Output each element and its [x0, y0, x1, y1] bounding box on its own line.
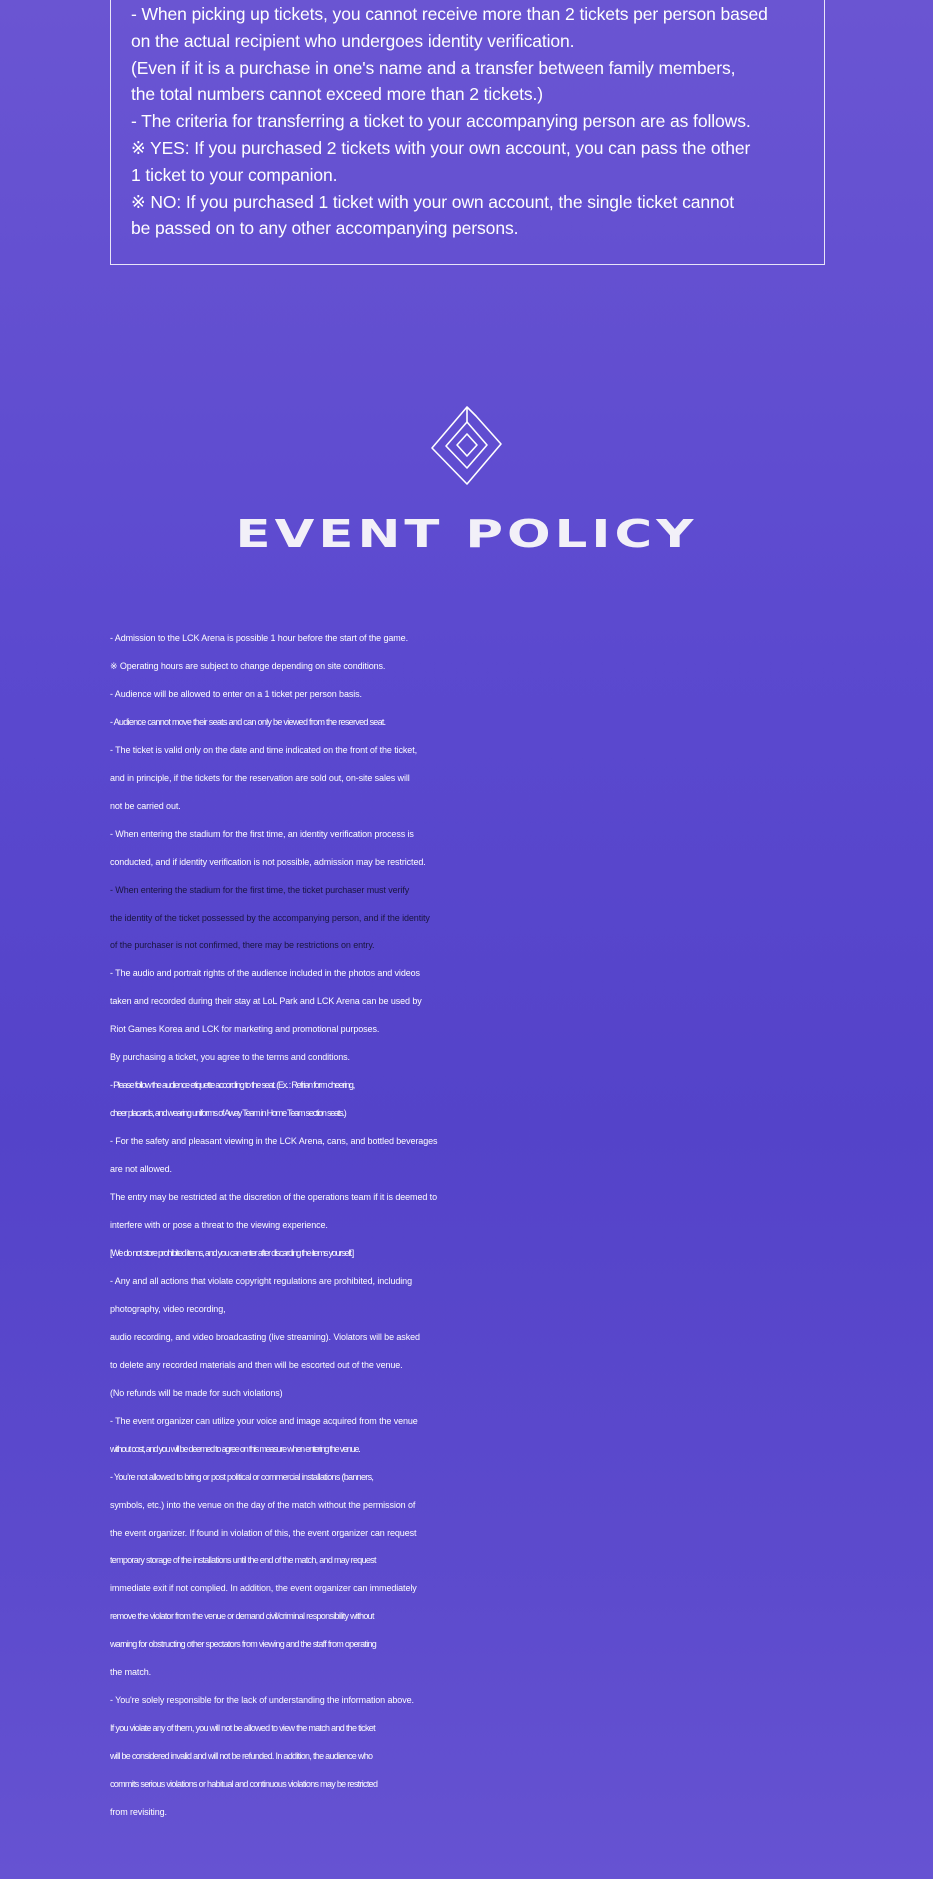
notice-line: ※ YES: If you purchased 2 tickets with your own account, you can pass the other: [131, 137, 751, 158]
policy-line: are not allowed.: [110, 1164, 172, 1175]
notice-line: 1 ticket to your companion.: [131, 164, 338, 185]
policy-line: (No refunds will be made for such violations): [110, 1387, 283, 1398]
policy-line: - Admission to the LCK Arena is possible 1 hour before the start of the game.: [110, 633, 408, 643]
diamond-emblem-icon: [429, 404, 505, 488]
policy-line: immediate exit if not complied. In addition, the event organizer can immediately: [110, 1583, 417, 1594]
notice-line: be passed on to any other accompanying persons.: [131, 218, 519, 239]
policy-line: - Audience cannot move their seats and can only be viewed from the reserved seat.: [110, 716, 386, 727]
event-policy-body: [110, 625, 933, 1827]
policy-line: not be carried out.: [110, 800, 181, 811]
policy-line: - The ticket is valid only on the date and time indicated on the front of the ticket,: [110, 744, 418, 755]
policy-line: and in principle, if the tickets for the reservation are sold out, on-site sales will: [110, 772, 410, 783]
section-title: EVENT POLICY: [235, 512, 698, 556]
policy-line: - You’re not allowed to bring or post political or commercial installations (banners,: [110, 1471, 374, 1482]
policy-line: The entry may be restricted at the discretion of the operations team if it is deemed to: [110, 1192, 437, 1203]
policy-line: - When entering the stadium for the first time, the ticket purchaser must verify: [110, 884, 410, 895]
policy-line: By purchasing a ticket, you agree to the terms and conditions.: [110, 1052, 350, 1063]
policy-line: audio recording, and video broadcasting (live streaming). Violators will be asked: [110, 1331, 420, 1342]
notice-line: ※ NO: If you purchased 1 ticket with your own account, the single ticket cannot: [131, 191, 735, 212]
policy-line: symbols, etc.) into the venue on the day of the match without the permission of: [110, 1499, 416, 1510]
policy-line: without cost, and you will be deemed to agree on this measure when entering the venue.: [110, 1443, 360, 1454]
notice-line: the total numbers cannot exceed more than 2 tickets.): [131, 84, 544, 105]
policy-line: ※ Operating hours are subject to change depending on site conditions.: [110, 660, 386, 671]
policy-line: - You're solely responsible for the lack of understanding the information above.: [110, 1695, 414, 1706]
policy-line: - For the safety and pleasant viewing in the LCK Arena, cans, and bottled beverages: [110, 1136, 438, 1147]
policy-line: of the purchaser is not confirmed, there may be restrictions on entry.: [110, 940, 375, 951]
policy-line: - Any and all actions that violate copyright regulations are prohibited, including: [110, 1275, 412, 1286]
policy-line: taken and recorded during their stay at LoL Park and LCK Arena can be used by: [110, 996, 422, 1007]
policy-line: the identity of the ticket possessed by the accompanying person, and if the identity: [110, 912, 430, 923]
notice-line: - When picking up tickets, you cannot receive more than 2 tickets per person based: [131, 4, 768, 24]
policy-line: cheer placards, and wearing uniforms of Away Team in Home Team section seats.): [110, 1108, 346, 1119]
policy-line: - The event organizer can utilize your voice and image acquired from the venue: [110, 1415, 418, 1426]
policy-line: photography, video recording,: [110, 1303, 226, 1314]
policy-line: commits serious violations or habitual and continuous violations may be restricted: [110, 1779, 378, 1790]
policy-line: [We do not store prohibited items, and you can enter after discarding the items yourself.]: [110, 1247, 354, 1258]
policy-line: warning for obstructing other spectators from viewing and the staff from operating: [110, 1639, 377, 1650]
policy-line: from revisiting.: [110, 1807, 167, 1818]
policy-line: remove the violator from the venue or demand civil/criminal responsibility without: [110, 1611, 374, 1622]
policy-line: - Please follow the audience etiquette according to the seat. (Ex. : Refrian form cheering,: [110, 1080, 354, 1091]
ticket-transfer-notice-box: [110, 0, 825, 265]
policy-line: conducted, and if identity verification is not possible, admission may be restricted.: [110, 856, 426, 867]
policy-line: will be considered invalid and will not be refunded. In addition, the audience who: [110, 1751, 373, 1762]
policy-line: - When entering the stadium for the first time, an identity verification process is: [110, 828, 414, 839]
policy-line: to delete any recorded materials and then will be escorted out of the venue.: [110, 1359, 403, 1370]
policy-line: - Audience will be allowed to enter on a 1 ticket per person basis.: [110, 688, 362, 699]
policy-line: temporary storage of the installations until the end of the match, and may request: [110, 1555, 376, 1566]
policy-line: the event organizer. If found in violation of this, the event organizer can request: [110, 1527, 417, 1538]
policy-line: - The audio and portrait rights of the audience included in the photos and videos: [110, 968, 420, 979]
notice-line: on the actual recipient who undergoes identity verification.: [131, 30, 575, 51]
policy-line: interfere with or pose a threat to the viewing experience.: [110, 1220, 328, 1231]
notice-line: - The criteria for transferring a ticket to your accompanying person are as follows.: [131, 111, 751, 132]
policy-line: the match.: [110, 1667, 152, 1678]
policy-line: Riot Games Korea and LCK for marketing and promotional purposes.: [110, 1024, 380, 1035]
policy-line: If you violate any of them, you will not be allowed to view the match and the ticket: [110, 1723, 375, 1734]
notice-line: (Even if it is a purchase in one's name and a transfer between family members,: [131, 57, 736, 78]
